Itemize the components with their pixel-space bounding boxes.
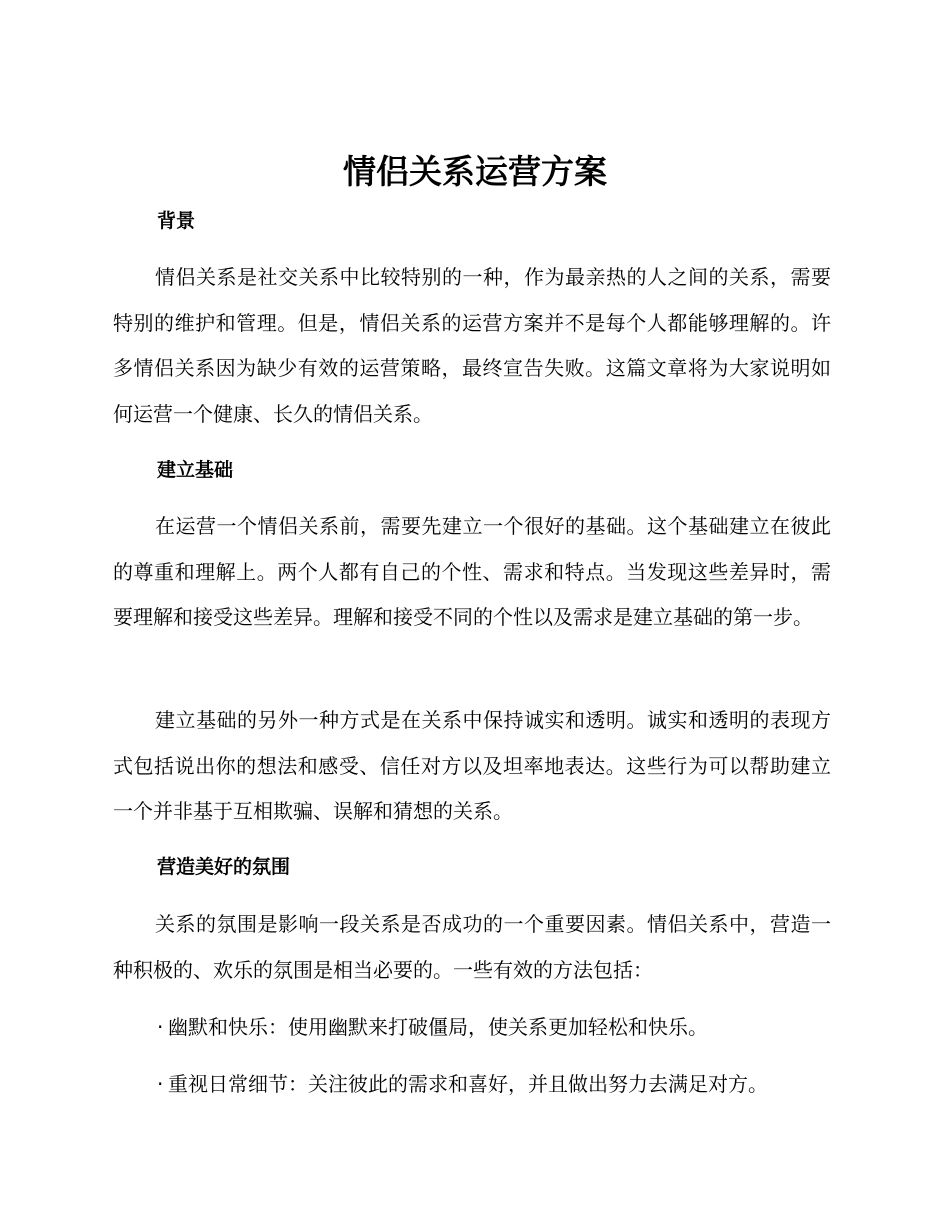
paragraph-atmosphere: 关系的氛围是影响一段关系是否成功的一个重要因素。情侣关系中，营造一种积极的、欢乐的氛围是相当必要的。一些有效的方法包括：	[113, 912, 831, 982]
section-heading-atmosphere: 营造美好的氛围	[157, 856, 291, 878]
paragraph-foundation-1: 在运营一个情侣关系前，需要先建立一个很好的基础。这个基础建立在彼此的尊重和理解上。两个人都有自己的个性、需求和特点。当发现这些差异时，需要理解和接受这些差异。理解和接受不同的个性以及需求是建立基础的第一步。	[113, 514, 831, 629]
bullet-marker: ·	[157, 1072, 164, 1096]
section-heading-foundation: 建立基础	[157, 459, 234, 481]
list-item-text: 幽默和快乐：使用幽默来打破僵局，使关系更加轻松和快乐。	[168, 1015, 708, 1039]
paragraph-foundation-2: 建立基础的另外一种方式是在关系中保持诚实和透明。诚实和透明的表现方式包括说出你的想法和感受、信任对方以及坦率地表达。这些行为可以帮助建立一个并非基于互相欺骗、误解和猜想的关系。	[113, 708, 831, 823]
list-item	[157, 1012, 708, 1042]
paragraph-background: 情侣关系是社交关系中比较特别的一种，作为最亲热的人之间的关系，需要特别的维护和管理。但是，情侣关系的运营方案并不是每个人都能够理解的。许多情侣关系因为缺少有效的运营策略，最终宣告失败。这篇文章将为大家说明如何运营一个健康、长久的情侣关系。	[113, 265, 831, 426]
list-item	[157, 1069, 768, 1099]
bullet-marker: ·	[157, 1015, 164, 1039]
document-title: 情侣关系运营方案	[343, 152, 607, 191]
section-heading-background: 背景	[157, 210, 196, 232]
list-item-text: 重视日常细节：关注彼此的需求和喜好，并且做出努力去满足对方。	[168, 1072, 768, 1096]
